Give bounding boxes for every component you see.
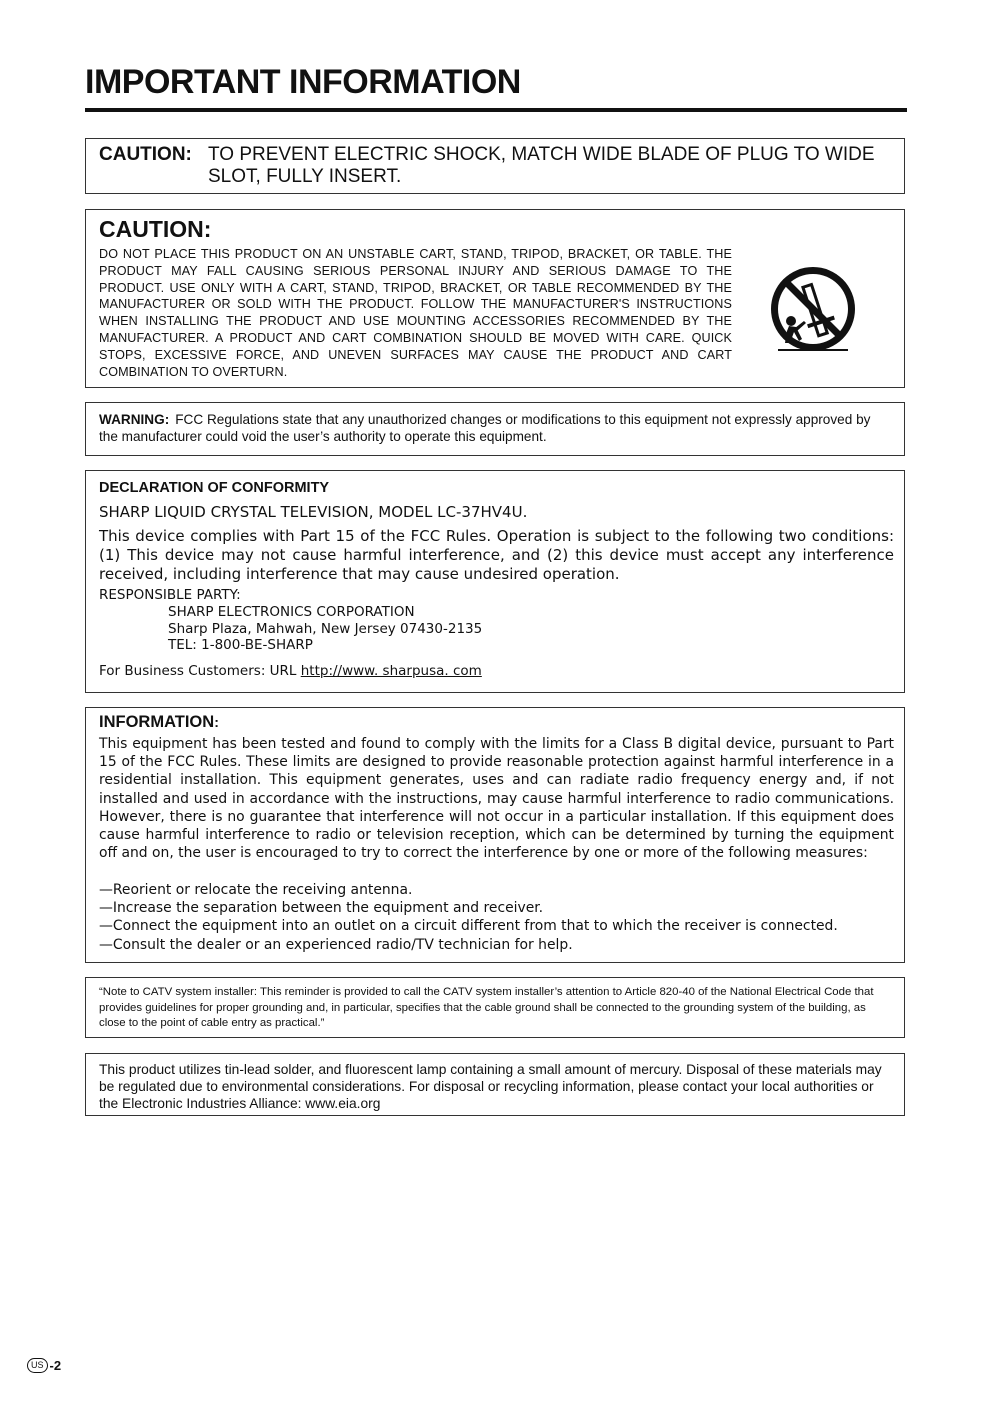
information-heading-colon: : [214,714,219,730]
business-prefix: For Business Customers: URL [99,663,301,679]
company-tel: TEL: 1-800-BE-SHARP [168,637,313,653]
company-address: Sharp Plaza, Mahwah, New Jersey 07430-2135 [168,620,483,637]
declaration-title: DECLARATION OF CONFORMITY [99,480,330,496]
warning-text: FCC Regulations state that any unauthorized changes or modifications to this equipment not expressly approved by the manufacturer could void the user’s authority to operate this equipment. [99,412,871,444]
page-number-text: -2 [49,1358,62,1373]
cart-tip-over-warning-icon [766,265,861,360]
title-rule [85,108,907,112]
information-heading [99,713,219,732]
caution-cart-box [85,209,905,388]
caution-cart-text: DO NOT PLACE THIS PRODUCT ON AN UNSTABLE CART, STAND, TRIPOD, BRACKET, OR TABLE. THE PRODUCT MAY FALL CAUSING SERIOUS PERSONAL INJURY AND SERIOUS DAMAGE TO THE PRODUCT. USE ONLY WITH A CART, STAND, TRIPOD, BRACKET, OR TABLE RECOMMENDED BY THE MANUFACTURER OR SOLD WITH THE PRODUCT. FOLLOW THE MANUFACTURER'S INSTRUCTIONS WHEN INSTALLING THE PRODUCT AND USE MOUNTING ACCESSORIES RECOMMENDED BY THE MANUFACTURER. A PRODUCT AND CART COMBINATION SHOULD BE MOVED WITH CARE. QUICK STOPS, EXCESSIVE FORCE, AND UNEVEN SURFACES MAY CAUSE THE PRODUCT AND CART COMBINATION TO OVERTURN. [99,247,732,379]
warning-box [85,402,905,456]
caution-plug-box [85,138,905,194]
caution-plug-text: TO PREVENT ELECTRIC SHOCK, MATCH WIDE BLADE OF PLUG TO WIDE SLOT, FULLY INSERT. [208,144,875,187]
catv-note-box [85,977,905,1038]
responsible-party-address [168,604,482,654]
information-text: This equipment has been tested and found to comply with the limits for a Class B digital device, pursuant to Part 15 of the FCC Rules. These limits are designed to provide reasonable protection against harmful interference in a residential installation. This equipment generates, uses and can radiate radio frequency energy and, if not installed and used in accordance with the instructions, may cause harmful interference to radio communications. However, there is no guarantee that interference will not occur in a particular installation. If this equipment does cause harmful interference to radio or television reception, which can be determined by turning the equipment off and on, the user is encouraged to try to correct the interference by one or more of the following measures: [99,736,894,862]
list-item: —Connect the equipment into an outlet on a circuit different from that to which the receiver is connected. [99,918,838,935]
caution-plug-label: CAUTION: [99,144,192,165]
declaration-model: SHARP LIQUID CRYSTAL TELEVISION, MODEL LC-37HV4U. [99,503,528,521]
declaration-statement: This device complies with Part 15 of the FCC Rules. Operation is subject to the following two conditions: (1) This device may not cause harmful interference, and (2) this device must accept any interference received, including interference that may cause undesired operation. [99,527,894,583]
disposal-box [85,1053,905,1116]
list-item: —Consult the dealer or an experienced radio/TV technician for help. [99,936,573,953]
page-number [27,1358,61,1373]
business-customers-line [99,663,482,679]
catv-note-text: “Note to CATV system installer: This reminder is provided to call the CATV system installer’s attention to Article 820-40 of the National Electrical Code that provides guidelines for proper grounding and, in particular, specifies that the cable ground shall be connected to the grounding system of the building, as close to the point of cable entry as practical.” [99,986,874,1029]
information-heading-text: INFORMATION [99,713,215,731]
warning-label: WARNING: [99,412,170,427]
list-item: —Increase the separation between the equipment and receiver. [99,900,544,917]
disposal-text: This product utilizes tin-lead solder, and fluorescent lamp containing a small amount of mercury. Disposal of these materials may be regulated due to environmental considerations. For disposal or recycling information, please contact your local authorities or the Electronic Industries Alliance: www.eia.org [99,1062,882,1111]
measures-list [99,881,894,954]
page-title: IMPORTANT INFORMATION [85,63,521,101]
caution-cart-heading: CAUTION: [99,216,212,242]
warning-text-block [99,411,889,445]
region-badge: US [27,1358,48,1373]
information-box [85,707,905,963]
declaration-box [85,470,905,693]
list-item: —Reorient or relocate the receiving antenna. [99,882,413,898]
responsible-party-label: RESPONSIBLE PARTY: [99,587,241,603]
sharp-url-link[interactable]: http://www. sharpusa. com [300,663,482,679]
company-name: SHARP ELECTRONICS CORPORATION [168,604,415,620]
